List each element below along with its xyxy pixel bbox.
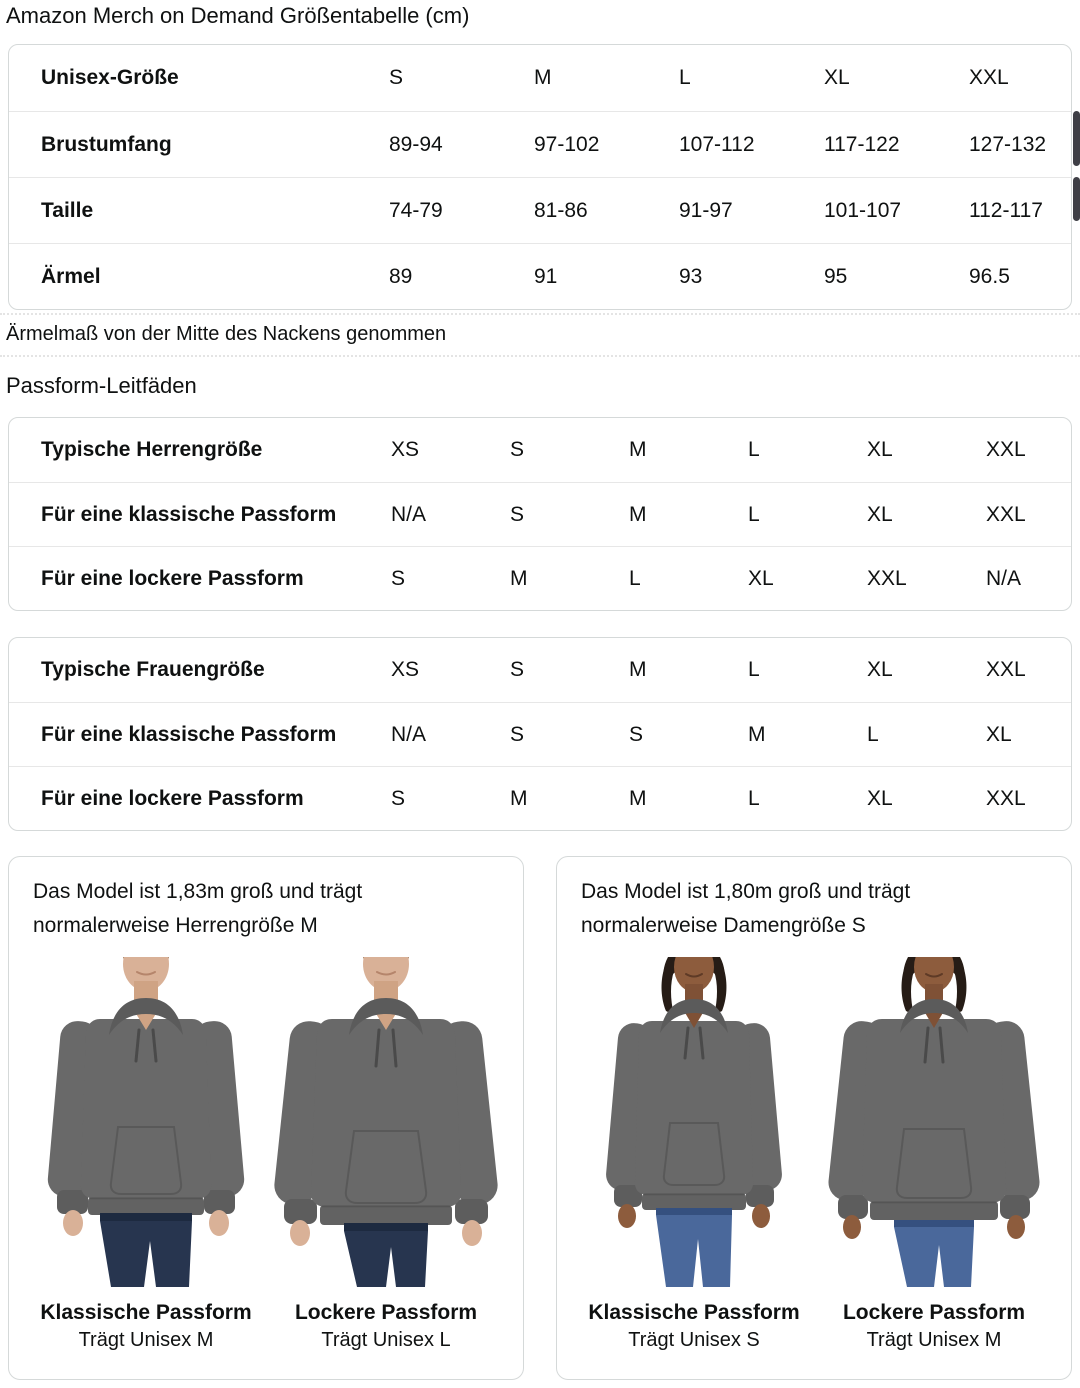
size-cell: M xyxy=(629,438,647,461)
womens-fit-table xyxy=(8,637,1072,831)
fit-label: Klassische Passform xyxy=(40,1301,252,1324)
size-cell: M xyxy=(510,786,528,810)
size-cell: L xyxy=(748,502,760,526)
size-worn-label: Trägt Unisex M xyxy=(78,1329,214,1351)
size-cell: L xyxy=(748,786,760,810)
table-row xyxy=(9,111,1071,177)
size-cell: S xyxy=(389,66,404,89)
table-row xyxy=(9,702,1071,766)
size-cell: XS xyxy=(391,658,420,681)
figure-caption xyxy=(40,1299,251,1354)
model-cards-row xyxy=(8,856,1072,1380)
table-row xyxy=(9,546,1071,610)
size-cell: M xyxy=(510,566,528,590)
size-cell: XXL xyxy=(986,786,1026,810)
size-cell: XL xyxy=(824,66,850,89)
size-cell: 101-107 xyxy=(824,198,902,222)
size-cell: 81-86 xyxy=(534,198,588,222)
unisex-size-table xyxy=(8,44,1072,310)
size-cell: M xyxy=(534,66,552,89)
row-label: Unisex-Größe xyxy=(41,66,179,89)
row-label: Für eine klassische Passform xyxy=(41,722,337,746)
model-description: Das Model ist 1,80m groß und trägt normalerweise Damengröße S xyxy=(581,880,911,937)
model-photo-mens-loose-fit xyxy=(273,957,499,1287)
page-title: Amazon Merch on Demand Größentabelle (cm) xyxy=(6,3,470,28)
size-cell: L xyxy=(748,658,760,681)
divider xyxy=(0,355,1080,357)
row-label: Typische Herrengröße xyxy=(41,438,263,461)
model-figure-classic xyxy=(33,957,259,1354)
model-figure-loose xyxy=(821,957,1047,1354)
size-cell: M xyxy=(629,502,647,526)
size-cell: 89-94 xyxy=(389,132,443,156)
size-cell: L xyxy=(867,722,879,746)
table-row xyxy=(9,766,1071,830)
size-cell: XXL xyxy=(986,502,1026,526)
fit-label: Lockere Passform xyxy=(294,1301,478,1324)
model-figure-classic xyxy=(581,957,807,1354)
divider xyxy=(0,313,1080,315)
size-worn-label: Trägt Unisex S xyxy=(628,1329,760,1351)
size-cell: M xyxy=(629,658,647,681)
womens-model-card xyxy=(556,856,1072,1380)
size-cell: 95 xyxy=(824,264,848,288)
size-cell: S xyxy=(510,658,525,681)
mens-model-card xyxy=(8,856,524,1380)
table-row xyxy=(9,418,1071,482)
size-cell: S xyxy=(629,722,644,746)
size-cell: N/A xyxy=(986,566,1022,590)
fit-label: Klassische Passform xyxy=(588,1301,800,1324)
size-cell: 89 xyxy=(389,264,413,288)
row-label: Typische Frauengröße xyxy=(41,658,265,681)
size-cell: L xyxy=(748,438,760,461)
size-cell: XL xyxy=(867,786,893,810)
figure-caption xyxy=(588,1299,799,1354)
size-cell: S xyxy=(391,786,406,810)
size-worn-label: Trägt Unisex M xyxy=(866,1329,1002,1351)
size-cell: M xyxy=(629,786,647,810)
size-cell: 91 xyxy=(534,264,558,288)
model-photo-mens-classic-fit xyxy=(33,957,259,1287)
row-label: Für eine lockere Passform xyxy=(41,786,304,810)
size-cell: XL xyxy=(867,502,893,526)
table-row xyxy=(9,177,1071,243)
size-cell: 97-102 xyxy=(534,132,600,156)
size-cell: 112-117 xyxy=(969,198,1043,222)
size-cell: N/A xyxy=(391,502,427,526)
row-label: Für eine lockere Passform xyxy=(41,566,304,590)
model-figures xyxy=(33,957,499,1354)
size-cell: XXL xyxy=(986,438,1026,461)
table-row xyxy=(9,243,1071,309)
row-label: Ärmel xyxy=(41,264,101,288)
figure-caption xyxy=(843,1299,1025,1354)
size-cell: M xyxy=(748,722,766,746)
size-cell: XXL xyxy=(986,658,1026,681)
row-label: Für eine klassische Passform xyxy=(41,502,337,526)
figure-caption xyxy=(295,1299,477,1354)
size-cell: 74-79 xyxy=(389,198,443,222)
size-cell: XXL xyxy=(867,566,907,590)
size-cell: 117-122 xyxy=(824,132,900,156)
size-cell: 91-97 xyxy=(679,198,733,222)
model-figures xyxy=(581,957,1047,1354)
model-photo-womens-loose-fit xyxy=(821,957,1047,1287)
size-cell: 93 xyxy=(679,264,703,288)
table-row xyxy=(9,482,1071,546)
size-cell: XL xyxy=(986,722,1012,746)
size-worn-label: Trägt Unisex L xyxy=(321,1329,451,1351)
size-cell: S xyxy=(391,566,406,590)
table-row xyxy=(9,45,1071,111)
size-cell: XXL xyxy=(969,66,1009,89)
row-label: Taille xyxy=(41,198,94,222)
size-cell: S xyxy=(510,502,525,526)
size-cell: 96.5 xyxy=(969,264,1010,288)
mens-fit-table xyxy=(8,417,1072,611)
size-cell: L xyxy=(679,66,691,89)
size-cell: XL xyxy=(748,566,774,590)
size-cell: XL xyxy=(867,438,893,461)
size-cell: L xyxy=(629,566,641,590)
vertical-scrollbar-thumb[interactable] xyxy=(1073,177,1080,221)
fit-guides-heading: Passform-Leitfäden xyxy=(6,373,197,398)
size-cell: XL xyxy=(867,658,893,681)
sleeve-measure-note: Ärmelmaß von der Mitte des Nackens genommen xyxy=(6,323,447,345)
size-cell: 107-112 xyxy=(679,132,755,156)
size-cell: S xyxy=(510,438,525,461)
model-figure-loose xyxy=(273,957,499,1354)
size-cell: N/A xyxy=(391,722,427,746)
model-description: Das Model ist 1,83m groß und trägt normalerweise Herrengröße M xyxy=(33,880,363,937)
row-label: Brustumfang xyxy=(41,132,172,156)
size-cell: 127-132 xyxy=(969,132,1047,156)
fit-label: Lockere Passform xyxy=(842,1301,1026,1324)
size-cell: XS xyxy=(391,438,420,461)
table-row xyxy=(9,638,1071,702)
model-photo-womens-classic-fit xyxy=(581,957,807,1287)
size-cell: S xyxy=(510,722,525,746)
vertical-scrollbar-thumb[interactable] xyxy=(1073,111,1080,166)
